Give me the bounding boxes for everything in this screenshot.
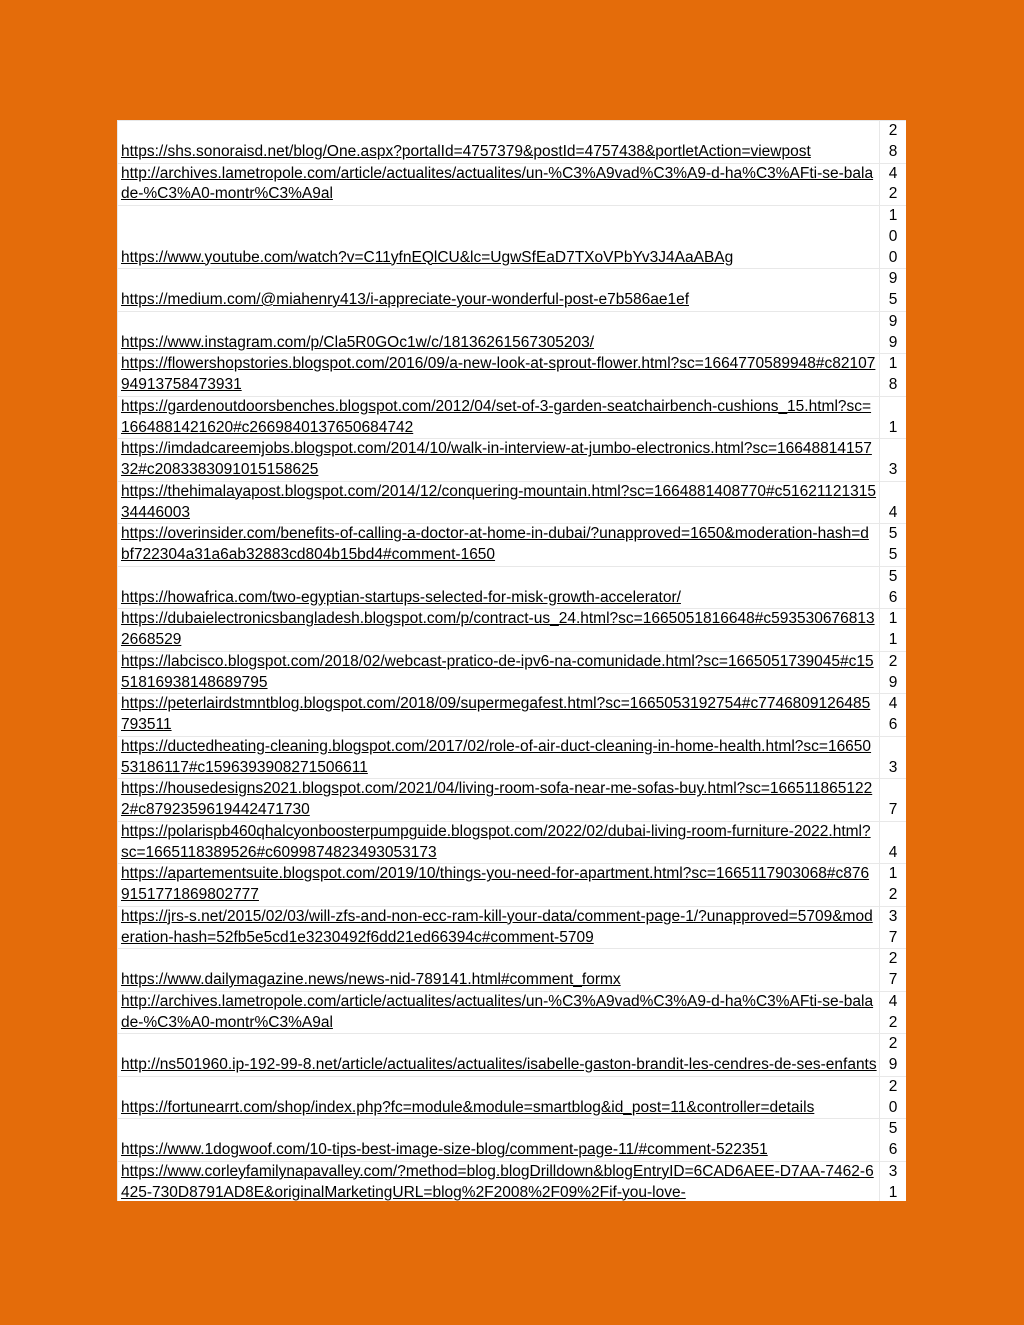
- count-cell: 3: [880, 736, 907, 779]
- link[interactable]: https://jrs-s.net/2015/02/03/will-zfs-and-non-ecc-ram-kill-your-data/comment-page-1/?unapproved=5709&moderation-hash=52fb5e5cd1e3230492f6dd21ed66394c#comment-5709: [121, 907, 873, 946]
- link[interactable]: http://archives.lametropole.com/article/actualites/actualites/un-%C3%A9vad%C3%A9-d-ha%C3%AFti-se-balade-%C3%A0-montr%C3%A9al: [121, 992, 874, 1031]
- url-cell: [118, 1076, 880, 1119]
- url-cell: [118, 566, 880, 609]
- link[interactable]: https://howafrica.com/two-egyptian-startups-selected-for-misk-growth-accelerator/: [121, 588, 681, 606]
- url-cell: [118, 651, 880, 694]
- link[interactable]: https://medium.com/@miahenry413/i-appreciate-your-wonderful-post-e7b586ae1ef: [121, 291, 689, 308]
- link[interactable]: https://gardenoutdoorsbenches.blogspot.com/2012/04/set-of-3-garden-seatchairbench-cushions_15.html?sc=1664881421620#c2669840137650684742: [121, 397, 872, 436]
- link[interactable]: https://polarispb460qhalcyonboosterpumpguide.blogspot.com/2022/02/dubai-living-room-furniture-2022.html?sc=1665118389526#c6099874823493053173: [121, 822, 871, 861]
- count-cell: 1 0 0: [880, 206, 907, 269]
- url-cell: [118, 311, 880, 354]
- table-row: [118, 206, 907, 269]
- count-cell: 2 7: [880, 949, 907, 992]
- count-cell: 5 5: [880, 524, 907, 567]
- links-table-body: [118, 121, 907, 1202]
- link[interactable]: https://www.youtube.com/watch?v=C11yfnEQlCU&lc=UgwSfEaD7TXoVPbYv3J4AaABAg: [121, 248, 734, 266]
- link[interactable]: https://www.corleyfamilynapavalley.com/?method=blog.blogDrilldown&blogEntryID=6CAD6AEE-D7AA-7462-6425-730D8791AD8E&originalMarketingURL=blog%2F2008%2F09%2Fif-you-love-: [121, 1162, 874, 1201]
- count-cell: 3: [880, 439, 907, 482]
- link[interactable]: https://fortunearrt.com/shop/index.php?fc=module&module=smartblog&id_post=11&controller=details: [121, 1098, 815, 1116]
- table-row: [118, 864, 907, 907]
- link[interactable]: https://shs.sonoraisd.net/blog/One.aspx?portalId=4757379&postId=4757438&portletAction=viewpost: [121, 142, 811, 160]
- count-cell: 2 0: [880, 1076, 907, 1119]
- link[interactable]: https://flowershopstories.blogspot.com/2016/09/a-new-look-at-sprout-flower.html?sc=1664770589948#c8210794913758473931: [121, 355, 876, 393]
- url-cell: [118, 524, 880, 567]
- link[interactable]: http://ns501960.ip-192-99-8.net/article/actualites/actualites/isabelle-gaston-brandit-les-cendres-de-ses-enfants: [121, 1056, 877, 1073]
- url-cell: [118, 439, 880, 482]
- link[interactable]: https://housedesigns2021.blogspot.com/2021/04/living-room-sofa-near-me-sofas-buy.html?sc=1665118651222#c8792359619442471730: [121, 780, 873, 818]
- count-cell: 4 2: [880, 991, 907, 1034]
- table-row: [118, 1076, 907, 1119]
- link[interactable]: https://overinsider.com/benefits-of-calling-a-doctor-at-home-in-dubai/?unapproved=1650&moderation-hash=dbf722304a31a6ab32883cd804b15bd4#comment-1650: [121, 525, 869, 563]
- link[interactable]: https://www.1dogwoof.com/10-tips-best-image-size-blog/comment-page-11/#comment-522351: [121, 1141, 768, 1158]
- table-row: [118, 354, 907, 397]
- url-cell: [118, 906, 880, 949]
- url-cell: [118, 949, 880, 992]
- link[interactable]: https://peterlairdstmntblog.blogspot.com/2018/09/supermegafest.html?sc=1665053192754#c7746809126485793511: [121, 695, 871, 733]
- count-cell: 7: [880, 779, 907, 822]
- table-row: [118, 609, 907, 652]
- link[interactable]: https://imdadcareemjobs.blogspot.com/2014/10/walk-in-interview-at-jumbo-electronics.html?sc=1664881415732#c2083383091015158625: [121, 440, 872, 478]
- count-cell: 5 6: [880, 566, 907, 609]
- table-row: [118, 906, 907, 949]
- table-row: [118, 779, 907, 822]
- count-cell: 4 2: [880, 163, 907, 206]
- count-cell: 9 5: [880, 269, 907, 312]
- table-row: [118, 821, 907, 864]
- table-row: [118, 736, 907, 779]
- url-cell: [118, 121, 880, 164]
- url-cell: [118, 206, 880, 269]
- table-row: [118, 481, 907, 524]
- table-row: [118, 1161, 907, 1201]
- table-row: [118, 1119, 907, 1162]
- url-cell: [118, 864, 880, 907]
- table-row: [118, 311, 907, 354]
- url-cell: [118, 354, 880, 397]
- link[interactable]: https://www.instagram.com/p/Cla5R0GOc1w/c/18136261567305203/: [121, 333, 595, 351]
- table-row: [118, 1034, 907, 1077]
- url-cell: [118, 1119, 880, 1162]
- url-cell: [118, 481, 880, 524]
- table-row: [118, 163, 907, 206]
- count-cell: 4 6: [880, 694, 907, 737]
- count-cell: 1: [880, 396, 907, 439]
- table-row: [118, 396, 907, 439]
- count-cell: 2 8: [880, 121, 907, 164]
- count-cell: 3 1: [880, 1161, 907, 1201]
- count-cell: 1 2: [880, 864, 907, 907]
- url-cell: [118, 821, 880, 864]
- link[interactable]: https://www.dailymagazine.news/news-nid-789141.html#comment_formx: [121, 971, 621, 988]
- link[interactable]: https://apartementsuite.blogspot.com/2019/10/things-you-need-for-apartment.html?sc=1665117903068#c8769151771869802777: [121, 865, 870, 903]
- count-cell: 3 7: [880, 906, 907, 949]
- link[interactable]: https://labcisco.blogspot.com/2018/02/webcast-pratico-de-ipv6-na-comunidade.html?sc=1665051739045#c1551816938148689795: [121, 652, 874, 691]
- table-row: [118, 694, 907, 737]
- table-row: [118, 566, 907, 609]
- url-cell: [118, 694, 880, 737]
- link[interactable]: http://archives.lametropole.com/article/actualites/actualites/un-%C3%A9vad%C3%A9-d-ha%C3%AFti-se-balade-%C3%A0-montr%C3%A9al: [121, 164, 874, 203]
- table-row: [118, 991, 907, 1034]
- table-row: [118, 524, 907, 567]
- url-cell: [118, 609, 880, 652]
- count-cell: 2 9: [880, 651, 907, 694]
- table-row: [118, 439, 907, 482]
- url-cell: [118, 1034, 880, 1077]
- table-row: [118, 651, 907, 694]
- links-table: [117, 120, 906, 1201]
- count-cell: 4: [880, 481, 907, 524]
- table-row: [118, 121, 907, 164]
- table-row: [118, 949, 907, 992]
- url-cell: [118, 779, 880, 822]
- table-row: [118, 269, 907, 312]
- link[interactable]: https://dubaielectronicsbangladesh.blogspot.com/p/contract-us_24.html?sc=1665051816648#c5935306768132668529: [121, 610, 875, 648]
- count-cell: 4: [880, 821, 907, 864]
- url-cell: [118, 1161, 880, 1201]
- url-cell: [118, 269, 880, 312]
- count-cell: 1 8: [880, 354, 907, 397]
- document-page: [117, 120, 906, 1201]
- count-cell: 1 1: [880, 609, 907, 652]
- url-cell: [118, 736, 880, 779]
- url-cell: [118, 991, 880, 1034]
- link[interactable]: https://thehimalayapost.blogspot.com/2014/12/conquering-mountain.html?sc=1664881408770#c5162112131534446003: [121, 482, 877, 521]
- count-cell: 9 9: [880, 311, 907, 354]
- count-cell: 2 9: [880, 1034, 907, 1077]
- link[interactable]: https://ductedheating-cleaning.blogspot.com/2017/02/role-of-air-duct-cleaning-in-home-health.html?sc=1665053186117#c1596393908271506611: [121, 737, 872, 776]
- count-cell: 5 6: [880, 1119, 907, 1162]
- url-cell: [118, 396, 880, 439]
- url-cell: [118, 163, 880, 206]
